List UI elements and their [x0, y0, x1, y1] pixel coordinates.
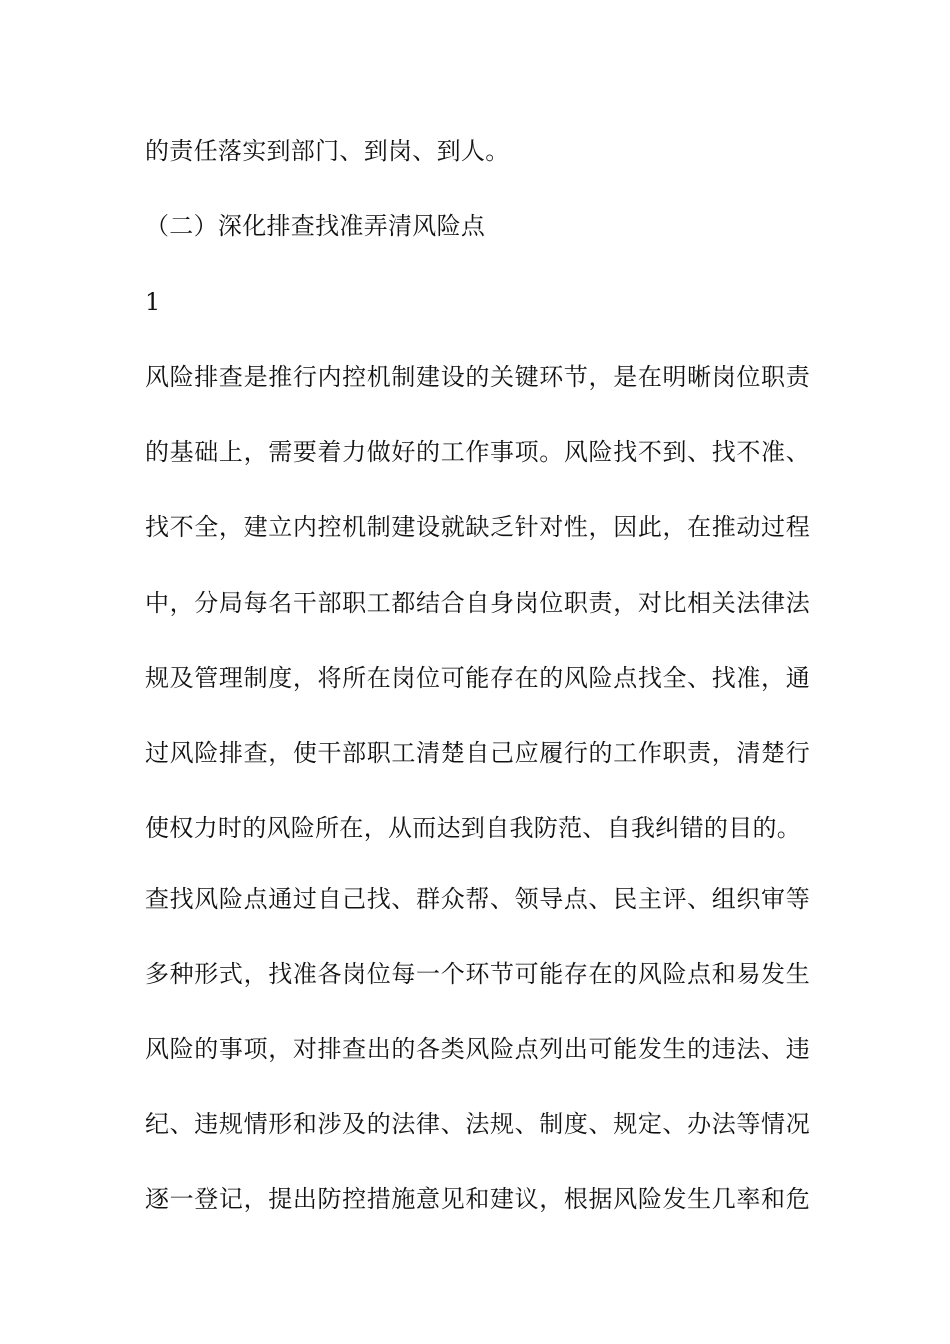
paragraph-line: 风险的事项，对排查出的各类风险点列出可能发生的违法、违	[145, 1035, 810, 1063]
paragraph-line: 找不全，建立内控机制建设就缺乏针对性，因此，在推动过程	[145, 513, 810, 541]
section-number: 1	[145, 288, 161, 316]
paragraph-line: 的基础上，需要着力做好的工作事项。风险找不到、找不准、	[145, 438, 810, 466]
paragraph-line: 逐一登记，提出防控措施意见和建议，根据风险发生几率和危	[145, 1185, 810, 1213]
section-heading: （二）深化排查找准弄清风险点	[145, 212, 486, 240]
paragraph-line: 规及管理制度，将所在岗位可能存在的风险点找全、找准，通	[145, 664, 810, 692]
paragraph-line: 查找风险点通过自己找、群众帮、领导点、民主评、组织审等	[145, 885, 810, 913]
paragraph-line: 过风险排查，使干部职工清楚自己应履行的工作职责，清楚行	[145, 739, 810, 767]
paragraph-line: 中，分局每名干部职工都结合自身岗位职责，对比相关法律法	[145, 589, 810, 617]
paragraph-line: 风险排查是推行内控机制建设的关键环节，是在明晰岗位职责	[145, 363, 810, 391]
paragraph-line: 多种形式，找准各岗位每一个环节可能存在的风险点和易发生	[145, 960, 810, 988]
paragraph-line: 纪、违规情形和涉及的法律、法规、制度、规定、办法等情况	[145, 1110, 810, 1138]
paragraph-line: 的责任落实到部门、到岗、到人。	[145, 137, 510, 165]
paragraph-line: 使权力时的风险所在，从而达到自我防范、自我纠错的目的。	[145, 814, 802, 842]
